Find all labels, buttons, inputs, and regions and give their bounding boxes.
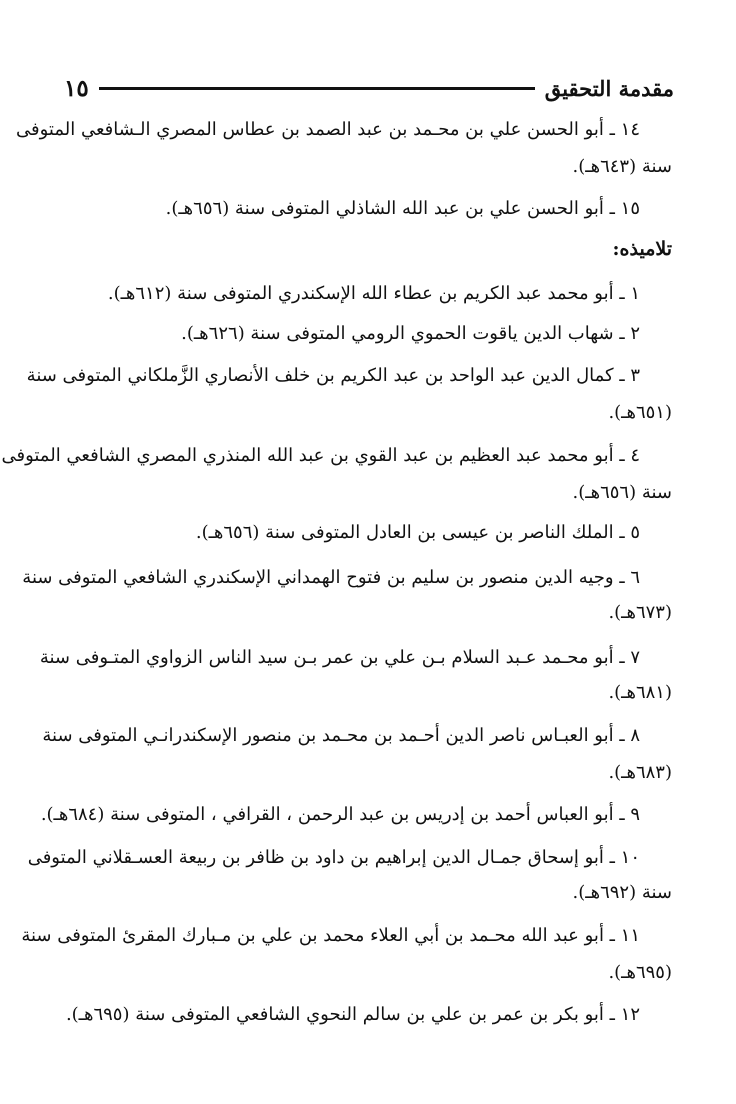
entry-14-line-2: سنة (٦٤٣هـ). — [572, 156, 672, 177]
student-11-line-1: ١١ ـ أبو عبد الله محـمد بن أبي العلاء محمد بن علي بن مـبارك المقرئ المتوفى سنة — [21, 925, 640, 946]
student-2: ٢ ـ شهاب الدين ياقوت الحموي الرومي المتوفى سنة (٦٢٦هـ). — [181, 323, 640, 344]
entry-14-line-1: ١٤ ـ أبو الحسن علي بن محـمد بن عبد الصمد بن عطاس المصري الـشافعي المتوفى — [16, 119, 640, 140]
entry-15: ١٥ ـ أبو الحسن علي بن عبد الله الشاذلي المتوفى سنة (٦٥٦هـ). — [165, 198, 640, 219]
page-number: ١٥ — [64, 74, 89, 102]
students-heading: تلاميذه: — [612, 238, 672, 260]
student-7-line-2: (٦٨١هـ). — [608, 682, 672, 703]
student-7-line-1: ٧ ـ أبو محـمد عـبد السلام بـن علي بن عمر بـن سيد الناس الزواوي المتـوفى سنة — [39, 647, 640, 668]
student-8-line-1: ٨ ـ أبو العبـاس ناصر الدين أحـمد بن محـمد بن منصور الإسكندرانـي المتوفى سنة — [42, 725, 640, 746]
student-5: ٥ ـ الملك الناصر بن عيسى بن العادل المتوفى سنة (٦٥٦هـ). — [195, 522, 640, 543]
student-11-line-2: (٦٩٥هـ). — [608, 962, 672, 983]
header-rule — [99, 87, 535, 90]
running-header — [64, 70, 674, 106]
student-10-line-2: سنة (٦٩٢هـ). — [572, 882, 672, 903]
student-8-line-2: (٦٨٣هـ). — [608, 762, 672, 783]
student-6-line-1: ٦ ـ وجيه الدين منصور بن سليم بن فتوح الهمداني الإسكندري الشافعي المتوفى سنة — [22, 567, 640, 588]
student-10-line-1: ١٠ ـ أبو إسحاق جمـال الدين إبراهيم بن داود بن ظافر بن ربيعة العسـقلاني المتوفى — [27, 847, 640, 868]
header-title: مقدمة التحقيق — [544, 75, 674, 101]
student-3-line-1: ٣ ـ كمال الدين عبد الواحد بن عبد الكريم بن خلف الأنصاري الزَّملكاني المتوفى سنة — [26, 365, 640, 386]
student-12: ١٢ ـ أبو بكر بن عمر بن علي بن سالم النحوي الشافعي المتوفى سنة (٦٩٥هـ). — [65, 1004, 640, 1025]
student-3-line-2: (٦٥١هـ). — [608, 402, 672, 423]
student-4-line-2: سنة (٦٥٦هـ). — [572, 482, 672, 503]
student-6-line-2: (٦٧٣هـ). — [608, 602, 672, 623]
student-9: ٩ ـ أبو العباس أحمد بن إدريس بن عبد الرحمن ، القرافي ، المتوفى سنة (٦٨٤هـ). — [40, 804, 640, 825]
student-1: ١ ـ أبو محمد عبد الكريم بن عطاء الله الإسكندري المتوفى سنة (٦١٢هـ). — [107, 283, 640, 304]
student-4-line-1: ٤ ـ أبو محمد عبد العظيم بن عبد القوي بن عبد الله المنذري المصري الشافعي المتوفى — [1, 445, 640, 466]
